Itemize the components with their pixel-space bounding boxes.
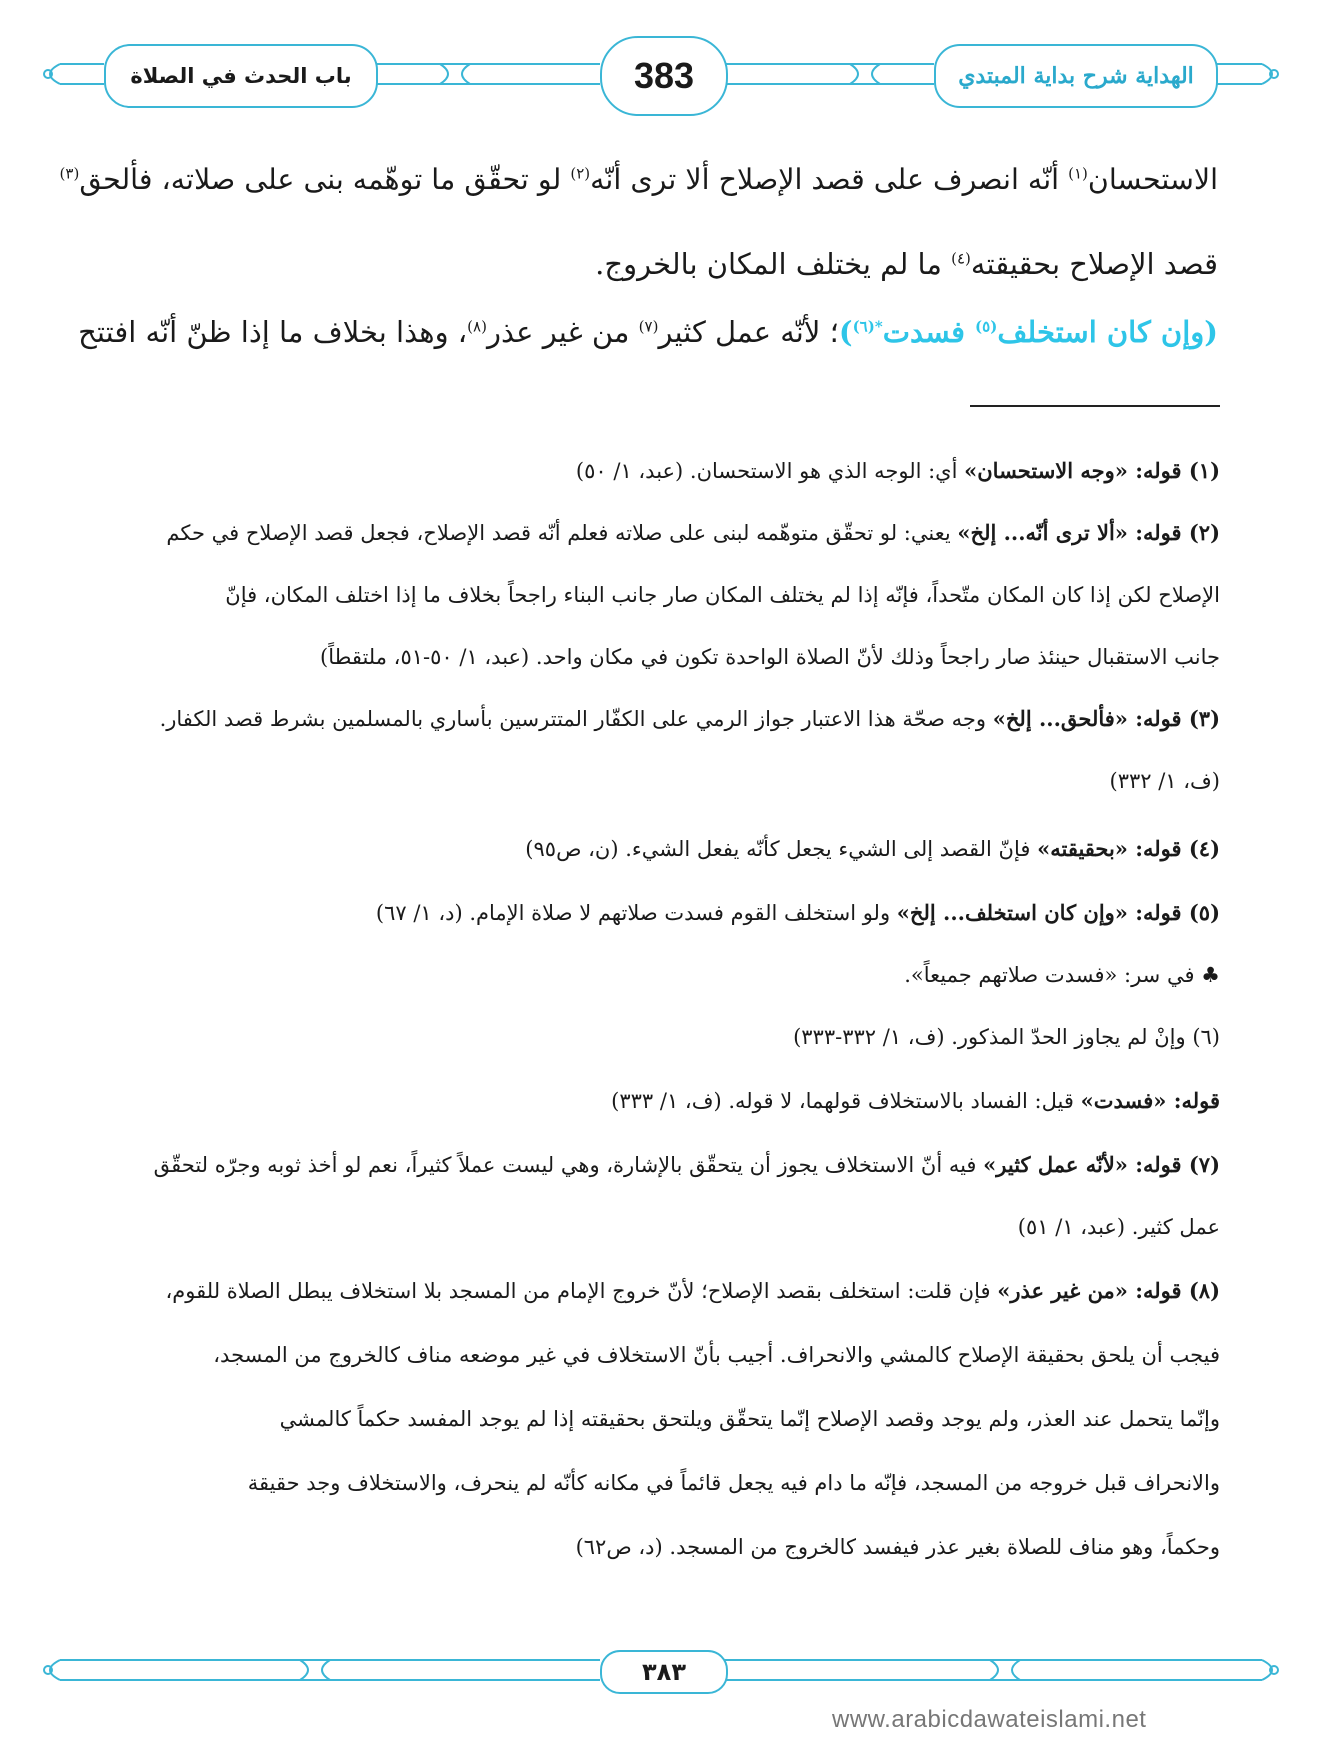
matn-close: ) [838, 315, 853, 349]
footnote-2-line-3 [60, 642, 1220, 672]
main-line-3c: ، وهذا بخلاف ما إذا ظنّ أنّه افتتح [78, 315, 468, 349]
book-title-box [934, 44, 1218, 108]
footnote-8-line-5 [60, 1532, 1220, 1562]
footer-page-number: ٣٨٣ [642, 1658, 686, 1686]
footnote-ref-6: *(٦) [852, 317, 883, 336]
main-line-1 [58, 160, 1218, 200]
footnote-2 [60, 518, 1220, 548]
footnote-ref-4: (٤) [951, 249, 971, 268]
footnote-3-text1: وجه صحّة هذا الاعتبار جواز الرمي على الكفّار المتترسين بأساري بالمسلمين بشرط قصد الكفار. [159, 707, 993, 731]
footnote-6-text: (٦) وإنْ لم يجاوز الحدّ المذكور. (ف، ١/ ٣٣٢-٣٣٣) [793, 1025, 1220, 1049]
footnote-8-text3: وإنّما يتحمل عند العذر، ولم يوجد وقصد الإصلاح إنّما يتحقّق ويلتحق بحقيقته إذا لم يوجد المفسد حكماً كالمشي [279, 1407, 1220, 1431]
footnote-6b-text: قيل: الفساد بالاستخلاف قولهما، لا قوله. (ف، ١/ ٣٣٣) [611, 1089, 1081, 1113]
footnote-2-text1: يعني: لو تحقّق متوهّمه لبنى على صلاته فعلم أنّه قصد الإصلاح، فجعل قصد الإصلاح في حكم [166, 521, 958, 545]
book-title: الهداية شرح بداية المبتدي [958, 63, 1194, 89]
footnote-8-text4: والانحراف قبل خروجه من المسجد، فإنّه ما دام فيه يجعل قائماً في مكانه كأنّه لم ينحرف، والاستخلاف وجد حقيقة [247, 1471, 1220, 1495]
footnote-5-label: (٥) قوله: «وإن كان استخلف... إلخ» [896, 900, 1220, 925]
main-text [58, 158, 1218, 368]
footnote-7 [60, 1150, 1220, 1180]
footnote-4-label: (٤) قوله: «بحقيقته» [1037, 836, 1220, 861]
page-number: 383 [633, 55, 695, 96]
footnote-8-text1: فإن قلت: استخلف بقصد الإصلاح؛ لأنّ خروج الإمام من المسجد بلا استخلاف يبطل الصلاة للقوم، [165, 1279, 998, 1303]
main-line-3 [58, 312, 1218, 352]
footnote-8-text5: وحكماً، وهو مناف للصلاة بغير عذر فيفسد كالخروج من المسجد. (د، ص٦٢) [575, 1535, 1220, 1559]
footnote-3-label: (٣) قوله: «فألحق... إلخ» [992, 706, 1220, 731]
footnote-star [60, 960, 1220, 990]
main-line-1b: أنّه انصرف على قصد الإصلاح ألا ترى أنّه [590, 163, 1069, 196]
footnote-2-line-2 [60, 580, 1220, 610]
footnote-8-line-2 [60, 1340, 1220, 1370]
footnote-6 [60, 1022, 1220, 1052]
footnote-8-label: (٨) قوله: «من غير عذر» [997, 1278, 1220, 1303]
footnote-ref-2: (٢) [570, 164, 591, 183]
footnote-1 [60, 456, 1220, 486]
footnote-8-text2: فيجب أن يلحق بحقيقة الإصلاح كالمشي والانحراف. أجيب بأنّ الاستخلاف في غير موضعه مناف كالخروج من المسجد، [213, 1343, 1220, 1367]
footnote-2-text2: الإصلاح لكن إذا كان المكان متّحداً، فإنّه إذا لم يختلف المكان صار جانب البناء راجحاً بخلاف ما إذا اختلف المكان، فإنّ [225, 583, 1220, 607]
chapter-title-box [104, 44, 378, 108]
main-line-2a: قصد الإصلاح بحقيقته [970, 247, 1218, 281]
main-line-1a: الاستحسان [1087, 163, 1218, 196]
footnote-3-text2: (ف، ١/ ٣٣٢) [1109, 769, 1220, 793]
footnote-2-text3: جانب الاستقبال حينئذ صار راجحاً وذلك لأنّ الصلاة الواحدة تكون في مكان واحد. (عبد، ١/ ٥٠-٥١، ملتقطاً) [320, 645, 1220, 669]
footnote-7-line-2 [60, 1212, 1220, 1242]
footnote-7-text1: فيه أنّ الاستخلاف يجوز أن يتحقّق بالإشارة، وهي ليست عملاً كثيراً، نعم لو أخذ ثوبه وجرّه لتحقّق [153, 1153, 984, 1177]
footnote-5 [60, 898, 1220, 928]
footnote-6b-label: قوله: «فسدت» [1080, 1088, 1220, 1113]
main-line-3a: ؛ لأنّه عمل كثير [658, 315, 839, 349]
footer-page-number-box [600, 1650, 728, 1694]
footnote-divider [970, 405, 1220, 407]
chapter-title: باب الحدث في الصلاة [130, 64, 352, 88]
footnote-ref-7: (٧) [638, 317, 659, 336]
footnote-8-line-4 [60, 1468, 1220, 1498]
footnote-3 [60, 704, 1220, 734]
main-line-3b: من غير عذر [486, 315, 639, 349]
matn-text-a: (وإن كان استخلف [997, 315, 1218, 349]
footnote-8-line-3 [60, 1404, 1220, 1434]
footnote-1-text: أي: الوجه الذي هو الاستحسان. (عبد، ١/ ٥٠) [575, 459, 965, 483]
footnote-ref-5: (٥) [975, 317, 998, 336]
footnote-ref-8: (٨) [467, 317, 487, 336]
main-line-1c: لو تحقّق ما توهّمه بنى على صلاته، فألحق [79, 163, 571, 196]
footnote-ref-1: (١) [1068, 164, 1088, 183]
footnote-7-text2: عمل كثير. (عبد، ١/ ٥١) [1017, 1215, 1220, 1239]
footnote-4-text: فإنّ القصد إلى الشيء يجعل كأنّه يفعل الشيء. (ن، ص٩٥) [525, 837, 1038, 861]
main-line-2b: ما لم يختلف المكان بالخروج. [595, 247, 952, 281]
website-link[interactable]: www.arabicdawateislami.net [832, 1706, 1147, 1733]
footnote-7-label: (٧) قوله: «لأنّه عمل كثير» [983, 1152, 1220, 1177]
footnote-2-label: (٢) قوله: «ألا ترى أنّه... إلخ» [957, 520, 1220, 545]
footnote-6b [60, 1086, 1220, 1116]
footnote-8 [60, 1276, 1220, 1306]
footnote-3-line-2 [60, 766, 1220, 796]
matn-text-b: فسدت [882, 315, 976, 349]
main-line-2 [58, 244, 1218, 284]
footnote-ref-3: (٣) [59, 164, 80, 183]
footnote-5-text: ولو استخلف القوم فسدت صلاتهم لا صلاة الإمام. (د، ١/ ٦٧) [375, 901, 897, 925]
footnote-1-label: (١) قوله: «وجه الاستحسان» [964, 458, 1220, 483]
page-number-box [600, 36, 728, 116]
footnote-4 [60, 834, 1220, 864]
footnote-star-text: ♣ في سر: «فسدت صلاتهم جميعاً». [904, 963, 1220, 987]
